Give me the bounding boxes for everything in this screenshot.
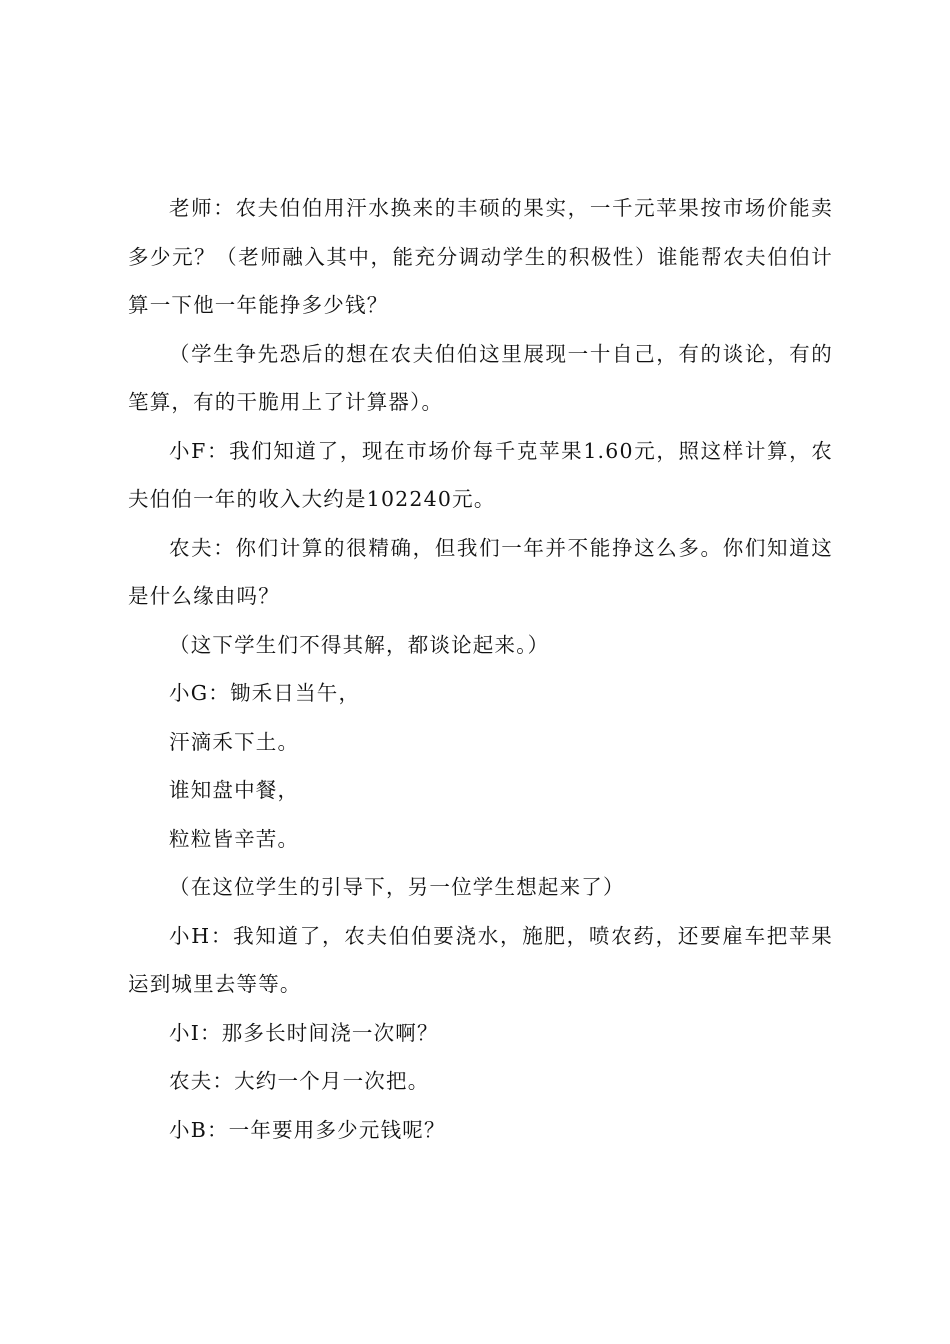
poem-line: 谁知盘中餐， <box>169 778 300 802</box>
paragraph: 小B：一年要用多少元钱呢？ <box>169 1117 446 1142</box>
document-body <box>128 184 833 1154</box>
poem-line: 粒粒皆辛苦。 <box>169 826 300 851</box>
paragraph: 小I：那多长时间浇一次啊？ <box>169 1020 439 1045</box>
paragraph: 小F：我们知道了，现在市场价每千克苹果1.60元，照这样计算，农夫伯伯一年的收入大约是102240元。 <box>128 438 833 511</box>
paragraph: 农夫：大约一个月一次把。 <box>169 1069 430 1093</box>
paragraph: 农夫：你们计算的很精确，但我们一年并不能挣这么多。你们知道这是什么缘由吗？ <box>128 535 833 608</box>
paragraph: （学生争先恐后的想在农夫伯伯这里展现一十自己，有的谈论，有的笔算，有的干脆用上了计算器）。 <box>128 341 833 414</box>
poem-line: 小G：锄禾日当午， <box>169 681 361 705</box>
poem-line: 汗滴禾下土。 <box>169 729 300 754</box>
paragraph: （这下学生们不得其解，都谈论起来。） <box>169 632 550 657</box>
paragraph: （在这位学生的引导下，另一位学生想起来了） <box>169 875 625 899</box>
paragraph: 老师：农夫伯伯用汗水换来的丰硕的果实，一千元苹果按市场价能卖多少元？（老师融入其中，能充分调动学生的积极性）谁能帮农夫伯伯计算一下他一年能挣多少钱？ <box>128 196 833 317</box>
paragraph: 小H：我知道了，农夫伯伯要浇水，施肥，喷农药，还要雇车把苹果运到城里去等等。 <box>128 923 833 996</box>
